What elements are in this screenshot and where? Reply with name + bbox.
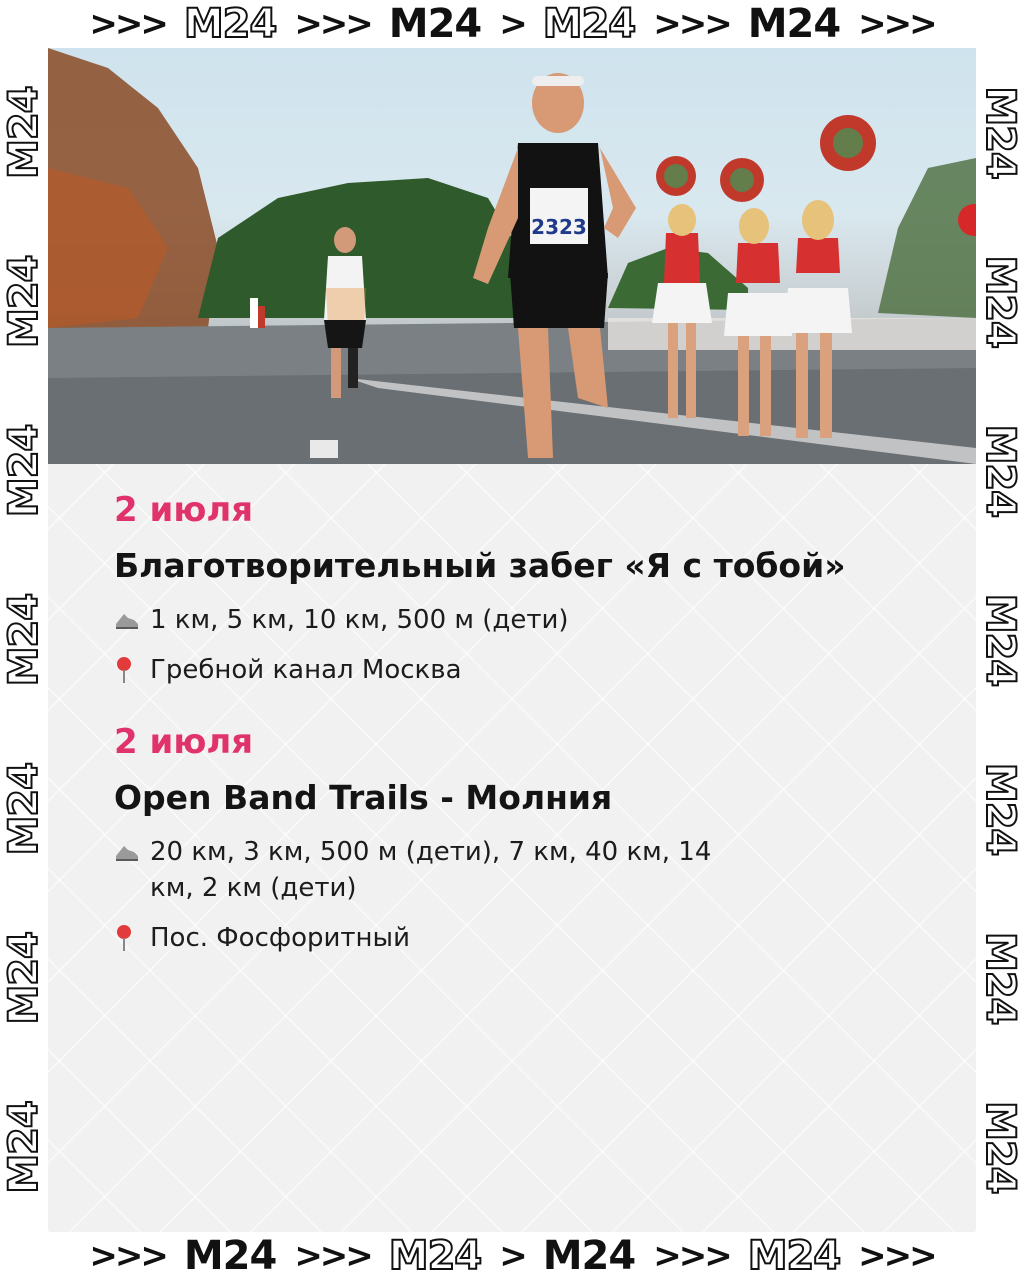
event-location: Гребной канал Москва xyxy=(150,655,462,685)
chevrons-text: >>> xyxy=(858,4,935,44)
event-location-row xyxy=(114,652,954,688)
event-title: Благотворительный забег «Я с тобой» xyxy=(114,546,846,585)
chevrons-text: >>> xyxy=(653,4,730,44)
event-title: Open Band Trails - Молния xyxy=(114,778,613,817)
bib-number: 2323 xyxy=(531,215,587,239)
side-logo: M24 xyxy=(1,86,47,179)
side-logo: M24 xyxy=(977,762,1023,856)
pushpin-icon xyxy=(114,652,150,688)
m24-logo: M24 xyxy=(542,1,636,47)
m24-logo: M24 xyxy=(747,1233,841,1279)
event-distances: 1 км, 5 км, 10 км, 500 м (дети) xyxy=(150,605,569,635)
event-date: 2 июля xyxy=(114,722,254,762)
right-frame-strip xyxy=(976,48,1024,1232)
side-logo: M24 xyxy=(977,593,1023,687)
left-frame-strip xyxy=(0,48,48,1232)
m24-logo: M24 xyxy=(542,1233,636,1279)
chevrons-text: >>> xyxy=(653,1236,730,1276)
event-distances: 20 км, 3 км, 500 м (дети), 7 км, 40 км, 14 км, 2 км (дети) xyxy=(150,837,712,903)
chevrons-text: > xyxy=(499,4,525,44)
side-logo: M24 xyxy=(1,424,47,518)
side-logo: M24 xyxy=(977,255,1023,348)
chevrons-text: >>> xyxy=(89,4,166,44)
m24-logo: M24 xyxy=(183,1,277,47)
marathon-photo-illustration xyxy=(48,48,976,464)
m24-logo: M24 xyxy=(388,1233,482,1279)
side-logo: M24 xyxy=(977,424,1023,518)
event-card xyxy=(114,488,954,688)
m24-logo: M24 xyxy=(183,1233,277,1279)
events-panel xyxy=(48,464,976,1232)
sneaker-icon xyxy=(114,834,150,870)
bottom-frame-strip xyxy=(0,1232,1024,1280)
side-logo: M24 xyxy=(1,762,47,856)
side-logo: M24 xyxy=(977,86,1023,179)
chevrons-text: >>> xyxy=(858,1236,935,1276)
chevrons-text: > xyxy=(499,1236,525,1276)
chevrons-text: >>> xyxy=(294,1236,371,1276)
top-frame-strip xyxy=(0,0,1024,48)
side-logo: M24 xyxy=(1,593,47,687)
m24-logo: M24 xyxy=(747,1,841,47)
side-logo: M24 xyxy=(1,932,47,1025)
sneaker-icon xyxy=(114,602,150,638)
pushpin-icon xyxy=(114,920,150,956)
event-location: Пос. Фосфоритный xyxy=(150,923,410,953)
side-logo: M24 xyxy=(977,932,1023,1025)
side-logo: M24 xyxy=(1,255,47,348)
event-card xyxy=(114,720,954,956)
chevrons-text: >>> xyxy=(294,4,371,44)
side-logo: M24 xyxy=(977,1101,1023,1194)
event-distances-row xyxy=(114,834,954,906)
m24-logo: M24 xyxy=(388,1,482,47)
marathon-photo xyxy=(48,48,976,464)
event-location-row xyxy=(114,920,954,956)
event-distances-row xyxy=(114,602,954,638)
side-logo: M24 xyxy=(1,1101,47,1194)
chevrons-text: >>> xyxy=(89,1236,166,1276)
event-date: 2 июля xyxy=(114,490,254,530)
